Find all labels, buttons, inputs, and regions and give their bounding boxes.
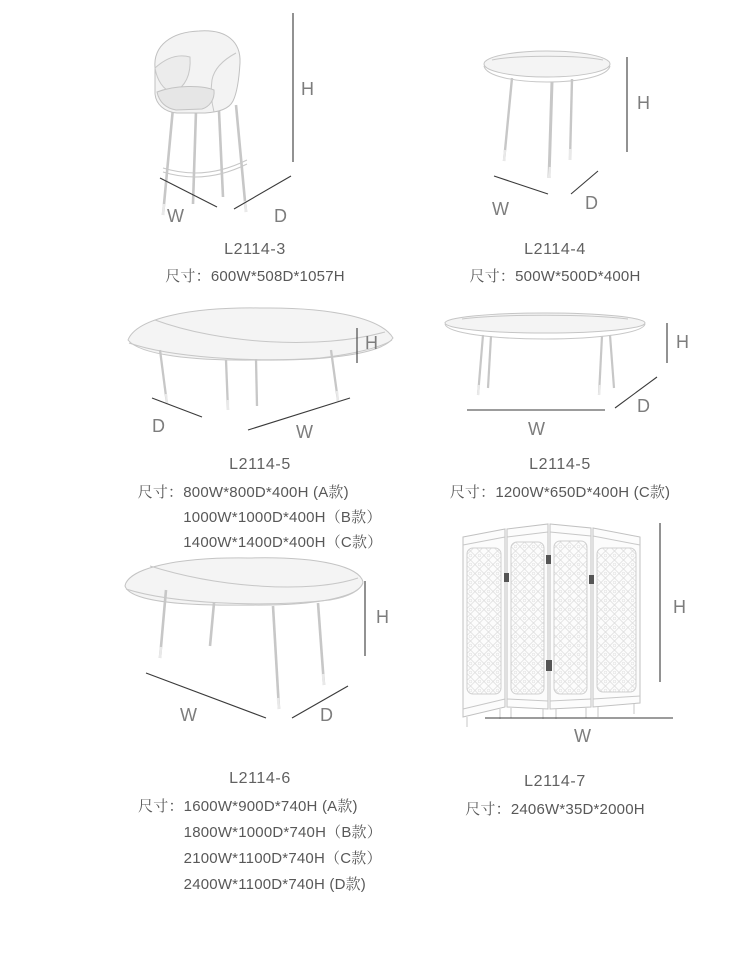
height-dim-label: H <box>673 597 686 617</box>
size-line: 500W*500D*400H <box>515 268 641 285</box>
size-prefix: 尺寸： <box>465 801 511 818</box>
folding-screen-sketch-icon <box>430 515 720 750</box>
size-specs <box>430 480 690 505</box>
product-code: L2114-4 <box>524 241 586 258</box>
product-card-square-coffee-table <box>110 300 410 550</box>
size-specs <box>110 480 410 555</box>
depth-dim-label: D <box>637 396 650 416</box>
size-prefix: 尺寸： <box>469 268 516 285</box>
product-card-oval-dining-table <box>110 548 410 913</box>
oval-coffee-table-sketch-icon <box>430 300 720 450</box>
size-line: 1200W*650D*400H (C款) <box>495 484 671 501</box>
size-line: 2100W*1100D*740H（C款） <box>183 850 382 867</box>
height-dim-label: H <box>637 93 650 113</box>
size-prefix: 尺寸： <box>138 798 184 815</box>
product-code: L2114-5 <box>529 456 591 473</box>
product-card-round-side-table <box>430 8 720 293</box>
size-line: 600W*508D*1057H <box>210 268 345 285</box>
size-specs <box>110 794 410 898</box>
depth-dim-label: D <box>274 206 287 226</box>
product-card-oval-coffee-table <box>430 300 720 550</box>
round-side-table-sketch-icon <box>430 8 720 238</box>
depth-dim-label: D <box>152 416 165 436</box>
size-line: 1800W*1000D*740H（B款） <box>183 824 382 841</box>
size-line: 800W*800D*400H (A款) <box>183 484 349 501</box>
size-line: 2400W*1100D*740H (D款) <box>183 876 366 893</box>
depth-dim-label: D <box>585 193 598 213</box>
size-line: 2406W*35D*2000H <box>510 801 645 818</box>
bar-chair-sketch-icon <box>110 8 400 238</box>
size-prefix: 尺寸： <box>137 484 184 501</box>
width-dim-label: W <box>180 705 197 725</box>
size-prefix: 尺寸： <box>165 268 211 285</box>
size-line: 1000W*1000D*400H（B款） <box>183 509 382 526</box>
width-dim-label: W <box>574 726 591 746</box>
height-dim-label: H <box>676 332 689 352</box>
size-line: 1400W*1400D*400H（C款） <box>183 534 383 551</box>
width-dim-label: W <box>167 206 184 226</box>
size-specs <box>110 264 400 289</box>
product-code: L2114-5 <box>229 456 291 473</box>
size-specs <box>430 264 680 289</box>
size-prefix: 尺寸： <box>449 484 496 501</box>
size-specs <box>430 797 680 823</box>
product-code: L2114-7 <box>524 773 586 790</box>
product-card-bar-chair <box>110 8 400 293</box>
depth-dim-label: D <box>320 705 333 725</box>
oval-dining-table-sketch-icon <box>110 548 410 733</box>
size-line: 1600W*900D*740H (A款) <box>183 798 358 815</box>
width-dim-label: W <box>528 419 545 439</box>
height-dim-label: H <box>301 79 314 99</box>
width-dim-label: W <box>492 199 509 219</box>
product-card-folding-screen <box>430 515 720 845</box>
product-code: L2114-3 <box>224 241 286 258</box>
height-dim-label: H <box>365 333 378 353</box>
product-code: L2114-6 <box>229 770 291 787</box>
height-dim-label: H <box>376 607 389 627</box>
width-dim-label: W <box>296 422 313 442</box>
